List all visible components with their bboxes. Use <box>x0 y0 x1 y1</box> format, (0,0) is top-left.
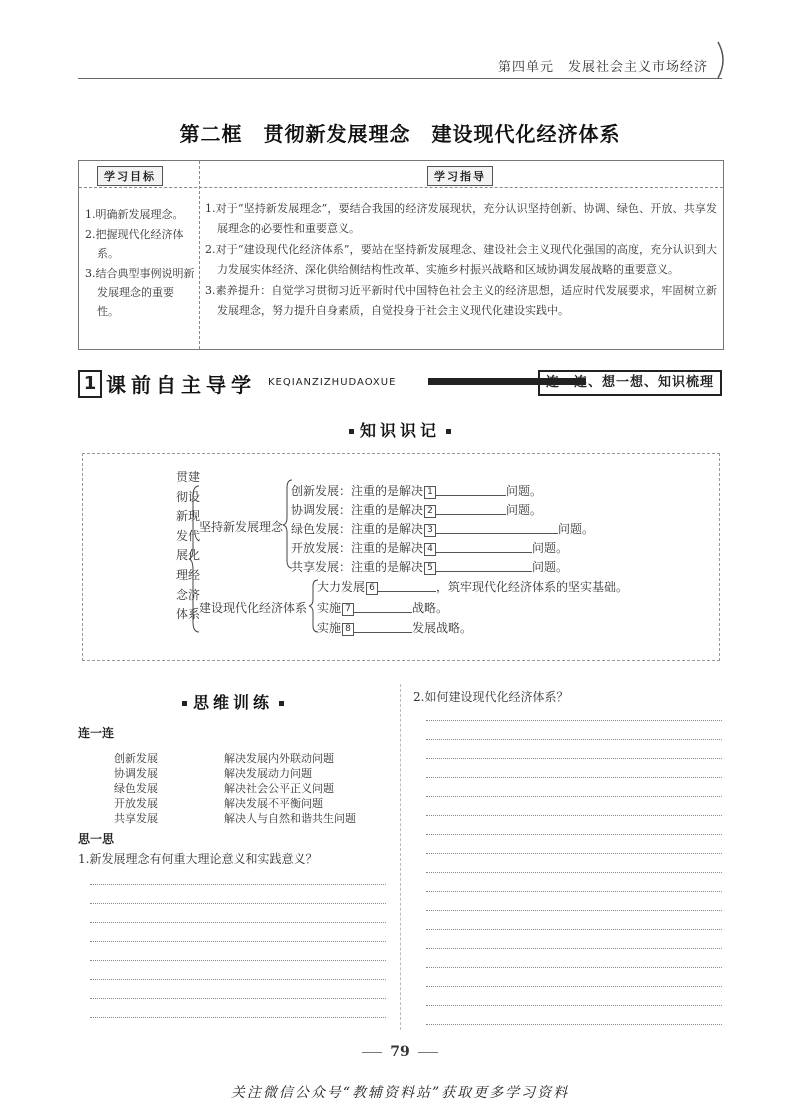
system-strategy: 实施 7 战略。 <box>317 601 449 615</box>
footer-promo: 关注微信公众号“教辅资料站”获取更多学习资料 <box>230 1085 570 1101</box>
goal-item: 1.明确新发展理念。 <box>85 208 184 221</box>
answer-line[interactable] <box>90 998 386 999</box>
answer-line[interactable] <box>426 777 722 778</box>
goal-item: 2.把握现代化经济体系。 <box>85 228 184 260</box>
answer-line[interactable] <box>90 903 386 904</box>
answer-line[interactable] <box>90 884 386 885</box>
guide-item: 1.对于“坚持新发展理念”，要结合我国的经济发展现状，充分认识坚持创新、协调、绿色、开放、共享发展理念的必要性和重要意义。 <box>205 202 717 235</box>
section-right-label: 连一连、想一想、知识梳理 <box>538 370 722 396</box>
link-right-item[interactable]: 解决发展不平衡问题 <box>224 797 323 810</box>
answer-line[interactable] <box>426 720 722 721</box>
answer-line[interactable] <box>90 960 386 961</box>
answer-line[interactable] <box>90 941 386 942</box>
question-1: 1.新发展理念有何重大理论意义和实践意义？ <box>78 852 318 866</box>
answer-line[interactable] <box>426 815 722 816</box>
section-number: 1 <box>78 370 102 398</box>
link-left-item[interactable]: 协调发展 <box>114 767 158 780</box>
system-development-strategy: 实施 8 发展战略。 <box>317 621 473 635</box>
system-real-economy: 大力发展 6 ，筑牢现代化经济体系的坚实基础。 <box>317 580 629 594</box>
answer-line[interactable] <box>426 758 722 759</box>
link-left-item[interactable]: 共享发展 <box>114 812 158 825</box>
guide-item: 3.素养提升：自觉学习贯彻习近平新时代中国特色社会主义的经济思想，适应时代发展要求，牢固树立新发展理念，努力提升自身素质，自觉投身于社会主义现代化建设实践中。 <box>205 284 717 317</box>
training-heading: 思维训练 <box>176 690 290 713</box>
link-left-item[interactable]: 开放发展 <box>114 797 158 810</box>
link-left-item[interactable]: 绿色发展 <box>114 782 158 795</box>
answer-line[interactable] <box>426 1005 722 1006</box>
answer-line[interactable] <box>426 967 722 968</box>
guide-tag: 学习指导 <box>427 166 493 186</box>
answer-line[interactable] <box>426 834 722 835</box>
concept-coordination: 协调发展：注重的是解决 2 问题。 <box>291 503 543 517</box>
link-right-item[interactable]: 解决发展内外联动问题 <box>224 752 334 765</box>
guide-item: 2.对于“建设现代化经济体系”，要站在坚持新发展理念、建设社会主义现代化强国的高度，充分认识到大力发展实体经济、深化供给侧结构性改革、实施乡村振兴战略和区域协调发展战略的重要意义。 <box>205 243 717 276</box>
concept-sharing: 共享发展：注重的是解决 5 问题。 <box>291 560 569 574</box>
concept-green: 绿色发展：注重的是解决 3 问题。 <box>291 522 595 536</box>
guide-list <box>205 199 717 322</box>
answer-line[interactable] <box>426 796 722 797</box>
answer-line[interactable] <box>426 853 722 854</box>
goal-list <box>85 205 195 322</box>
answer-line[interactable] <box>426 891 722 892</box>
branch-modern-economy: 建设现代化经济体系 <box>199 601 308 615</box>
link-right-item[interactable]: 解决社会公平正义问题 <box>224 782 334 795</box>
goal-item: 3.结合典型事例说明新发展理念的重要性。 <box>85 267 195 318</box>
answer-line[interactable] <box>426 872 722 873</box>
link-left-item[interactable]: 创新发展 <box>114 752 158 765</box>
think-exercise-label: 思一思 <box>78 832 115 846</box>
answer-line[interactable] <box>426 948 722 949</box>
page-title: 第二框 贯彻新发展理念 建设现代化经济体系 <box>179 122 621 146</box>
answer-line[interactable] <box>426 986 722 987</box>
section-banner <box>78 370 722 396</box>
header-rule <box>78 78 722 79</box>
branch-new-development: 坚持新发展理念 <box>199 520 284 534</box>
page-number: 79 <box>0 1044 800 1060</box>
learning-goals-table <box>78 160 724 350</box>
answer-line[interactable] <box>426 929 722 930</box>
answer-line[interactable] <box>426 739 722 740</box>
header-bracket-ornament <box>714 40 730 80</box>
answer-line[interactable] <box>90 979 386 980</box>
answer-line[interactable] <box>426 910 722 911</box>
diagram-vertical-title: 贯建彻设新现发代展化理经念济体系 <box>175 470 200 622</box>
answer-line[interactable] <box>90 1017 386 1018</box>
link-exercise-label: 连一连 <box>78 726 115 740</box>
link-right-item[interactable]: 解决发展动力问题 <box>224 767 312 780</box>
answer-line[interactable] <box>90 922 386 923</box>
knowledge-heading: 知识识记 <box>0 418 800 441</box>
running-header: 第四单元 发展社会主义市场经济 <box>497 60 708 75</box>
goal-tag: 学习目标 <box>97 166 163 186</box>
section-pinyin: KEQIANZIZHUDAOXUE <box>268 377 397 388</box>
section-title: 课前自主导学 <box>106 373 256 397</box>
link-right-item[interactable]: 解决人与自然和谐共生问题 <box>224 812 356 825</box>
concept-openness: 开放发展：注重的是解决 4 问题。 <box>291 541 569 555</box>
question-2: 2.如何建设现代化经济体系？ <box>413 690 569 704</box>
knowledge-diagram <box>82 453 720 661</box>
concept-innovation: 创新发展：注重的是解决 1 问题。 <box>291 484 543 498</box>
answer-line[interactable] <box>426 1024 722 1025</box>
column-divider <box>400 684 401 1030</box>
